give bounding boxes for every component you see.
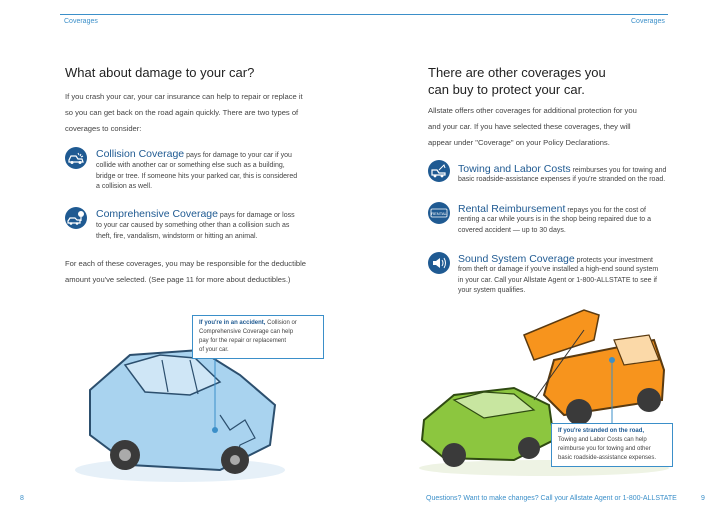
front-hubcap (230, 455, 240, 465)
callout-pointer-dot (212, 427, 218, 433)
header-rule (60, 14, 364, 15)
comprehensive-coverage-item (65, 207, 355, 241)
right-intro (428, 103, 637, 151)
rental-coverage-item (428, 202, 718, 236)
comprehensive-coverage-desc (96, 221, 289, 242)
sound-system-coverage-title: Sound System Coverage (458, 253, 575, 265)
right-header: Coverages (631, 18, 665, 25)
rental-sign-text: RENTAL (431, 211, 447, 216)
rental-coverage-desc (458, 215, 651, 236)
left-intro-line: so you can get back on the road again quickly. There are two types of (65, 108, 299, 117)
footer-contact-line: Questions? Want to make changes? Call your Allstate Agent or 1-800-ALLSTATE (426, 495, 677, 502)
callout-line: reimburse you for towing and other (558, 446, 651, 452)
deductible-line: amount you've selected. (See page 11 for more about deductibles.) (65, 275, 291, 284)
desc-line: from theft or damage if you've installed a high-end sound system (458, 266, 659, 273)
desc-line: covered accident — up to 30 days. (458, 226, 566, 234)
collision-coverage-desc (96, 161, 297, 193)
right-page-number: 9 (701, 495, 705, 502)
right-heading-line: can buy to protect your car. (428, 82, 585, 97)
truck-front-wheel (637, 388, 661, 412)
collision-coverage-title: Collision Coverage (96, 148, 185, 160)
left-intro-line: coverages to consider: (65, 124, 142, 133)
desc-line: bridge or tree. If someone hits your parked car, this is considered (96, 172, 298, 180)
deductible-note (65, 256, 306, 288)
rental-sign-icon (428, 202, 450, 224)
right-heading (428, 64, 606, 98)
sound-system-coverage-lead: protects your investment (574, 257, 653, 264)
desc-line: renting a car while yours is in the shop being repaired due to a (458, 216, 652, 223)
desc-line: to your car caused by something other than a collision such as (96, 222, 290, 229)
left-heading: What about damage to your car? (65, 65, 255, 80)
left-intro-line: If you crash your car, your car insurance can help to repair or replace it (65, 92, 303, 101)
comprehensive-coverage-title: Comprehensive Coverage (96, 208, 218, 220)
collision-coverage-lead: pays for damage to your car if you (184, 152, 292, 159)
callout-line: basic roadside-assistance expenses. (558, 455, 657, 461)
car-collision-icon (65, 147, 87, 169)
green-car-rear-wheel (442, 443, 466, 467)
towing-coverage-lead: reimburses you for towing and (570, 167, 667, 174)
left-intro (65, 89, 303, 137)
right-page (364, 0, 728, 520)
callout-pointer-dot (609, 357, 615, 363)
sound-system-coverage-desc (458, 265, 658, 297)
left-page-number: 8 (20, 495, 24, 502)
rear-hubcap (119, 449, 131, 461)
rental-coverage-title: Rental Reimbursement (458, 203, 566, 215)
callout-line: of your car. (199, 347, 229, 353)
callout-line: Towing and Labor Costs can help (558, 437, 647, 443)
speaker-icon (428, 252, 450, 274)
desc-line: basic roadside-assistance expenses if you're stranded on the road. (458, 176, 666, 183)
desc-line: collide with another car or something else such as a building, (96, 162, 285, 169)
sound-system-coverage-item (428, 252, 718, 298)
accident-callout-lead: If you're in an accident, (199, 320, 266, 326)
towing-coverage-item (428, 160, 718, 186)
green-car-front-wheel (518, 437, 540, 459)
accident-callout (192, 315, 324, 359)
desc-line: theft, fire, vandalism, windstorm or hitting an animal. (96, 232, 258, 240)
towing-coverage-title: Towing and Labor Costs (458, 163, 571, 175)
truck-rear-wheel (566, 399, 592, 425)
desc-line: your system qualifies. (458, 287, 526, 294)
stranded-callout-lead: If you're stranded on the road, (558, 428, 645, 434)
header-rule (364, 14, 668, 15)
left-header: Coverages (64, 18, 98, 25)
right-intro-line: and your car. If you have selected these coverages, they will (428, 122, 631, 131)
callout-line: Comprehensive Coverage can help (199, 329, 294, 335)
rental-coverage-lead: repays you for the cost of (565, 207, 646, 214)
comprehensive-coverage-lead: pays for damage or loss (217, 212, 295, 219)
towing-coverage-desc (458, 175, 665, 186)
deductible-line: For each of these coverages, you may be responsible for the deductible (65, 259, 307, 268)
right-intro-line: Allstate offers other coverages for additional protection for you (428, 106, 637, 115)
callout-line: Collision or (265, 320, 297, 326)
desc-line: in your car. Call your Allstate Agent or 1-800-ALLSTATE to see if (458, 276, 657, 284)
desc-line: a collision as well. (96, 183, 153, 190)
right-heading-line: There are other coverages you (428, 65, 606, 80)
callout-line: pay for the repair or replacement (199, 338, 287, 344)
car-tree-icon (65, 207, 87, 229)
tow-truck-icon (428, 160, 450, 182)
right-intro-line: appear under "Coverage" on your Policy Declarations. (428, 138, 610, 147)
stranded-callout (551, 423, 673, 467)
collision-coverage-item (65, 147, 355, 189)
